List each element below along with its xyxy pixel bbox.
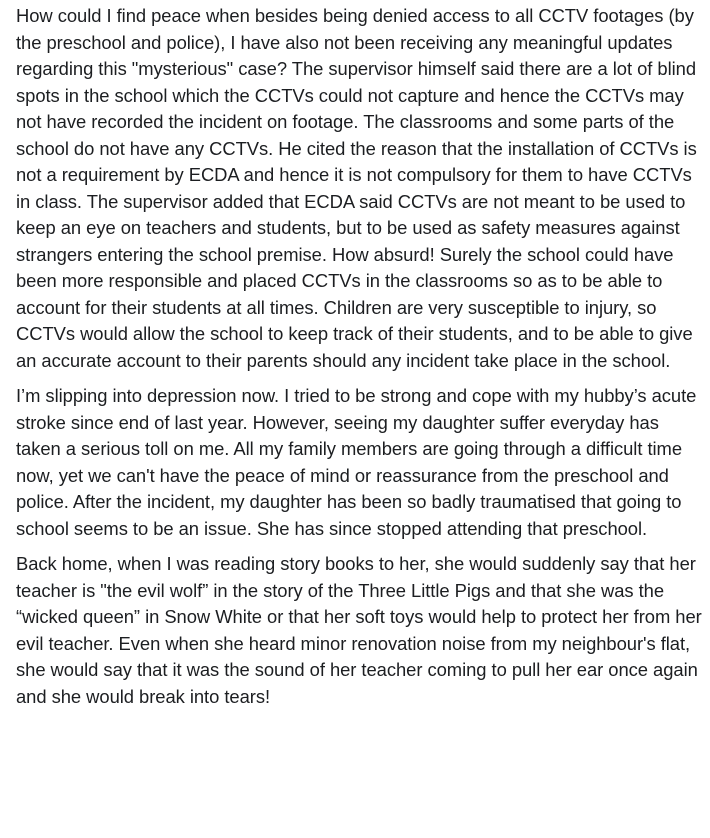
post-paragraph: Back home, when I was reading story books to her, she would suddenly say that her teacher is "the evil wolf” in the story of the Three Little Pigs and that she was the “wicked queen” in Snow White or that her soft toys would help to protect her from her evil teacher. Even when she heard minor renovation noise from my neighbour's flat, she would say that it was the sound of her teacher coming to pull her ear once again and she would break into tears! bbox=[16, 553, 702, 707]
post-paragraph: How could I find peace when besides being denied access to all CCTV footages (by the preschool and police), I have also not been receiving any meaningful updates regarding this "mysterious" case? The supervisor himself said there are a lot of blind spots in the school which the CCTVs could not capture and hence the CCTVs may not have recorded the incident on footage. The classrooms and some parts of the school do not have any CCTVs. He cited the reason that the installation of CCTVs is not a requirement by ECDA and hence it is not compulsory for them to have CCTVs in class. The supervisor added that ECDA said CCTVs are not meant to be used to keep an eye on teachers and students, but to be used as safety measures against strangers entering the school premise. How absurd! Surely the school could have been more responsible and placed CCTVs in the classrooms so as to be able to account for their students at all times. Children are very susceptible to injury, so CCTVs would allow the school to keep track of their students, and to be able to give an accurate account to their parents should any incident take place in the school. bbox=[16, 5, 697, 371]
post-paragraph: I’m slipping into depression now. I tried to be strong and cope with my hubby’s acute stroke since end of last year. However, seeing my daughter suffer everyday has taken a serious toll on me. All my family members are going through a difficult time now, yet we can't have the peace of mind or reassurance from the preschool and police. After the incident, my daughter has been so badly traumatised that going to school seems to be an issue. She has since stopped attending that preschool. bbox=[16, 385, 697, 539]
